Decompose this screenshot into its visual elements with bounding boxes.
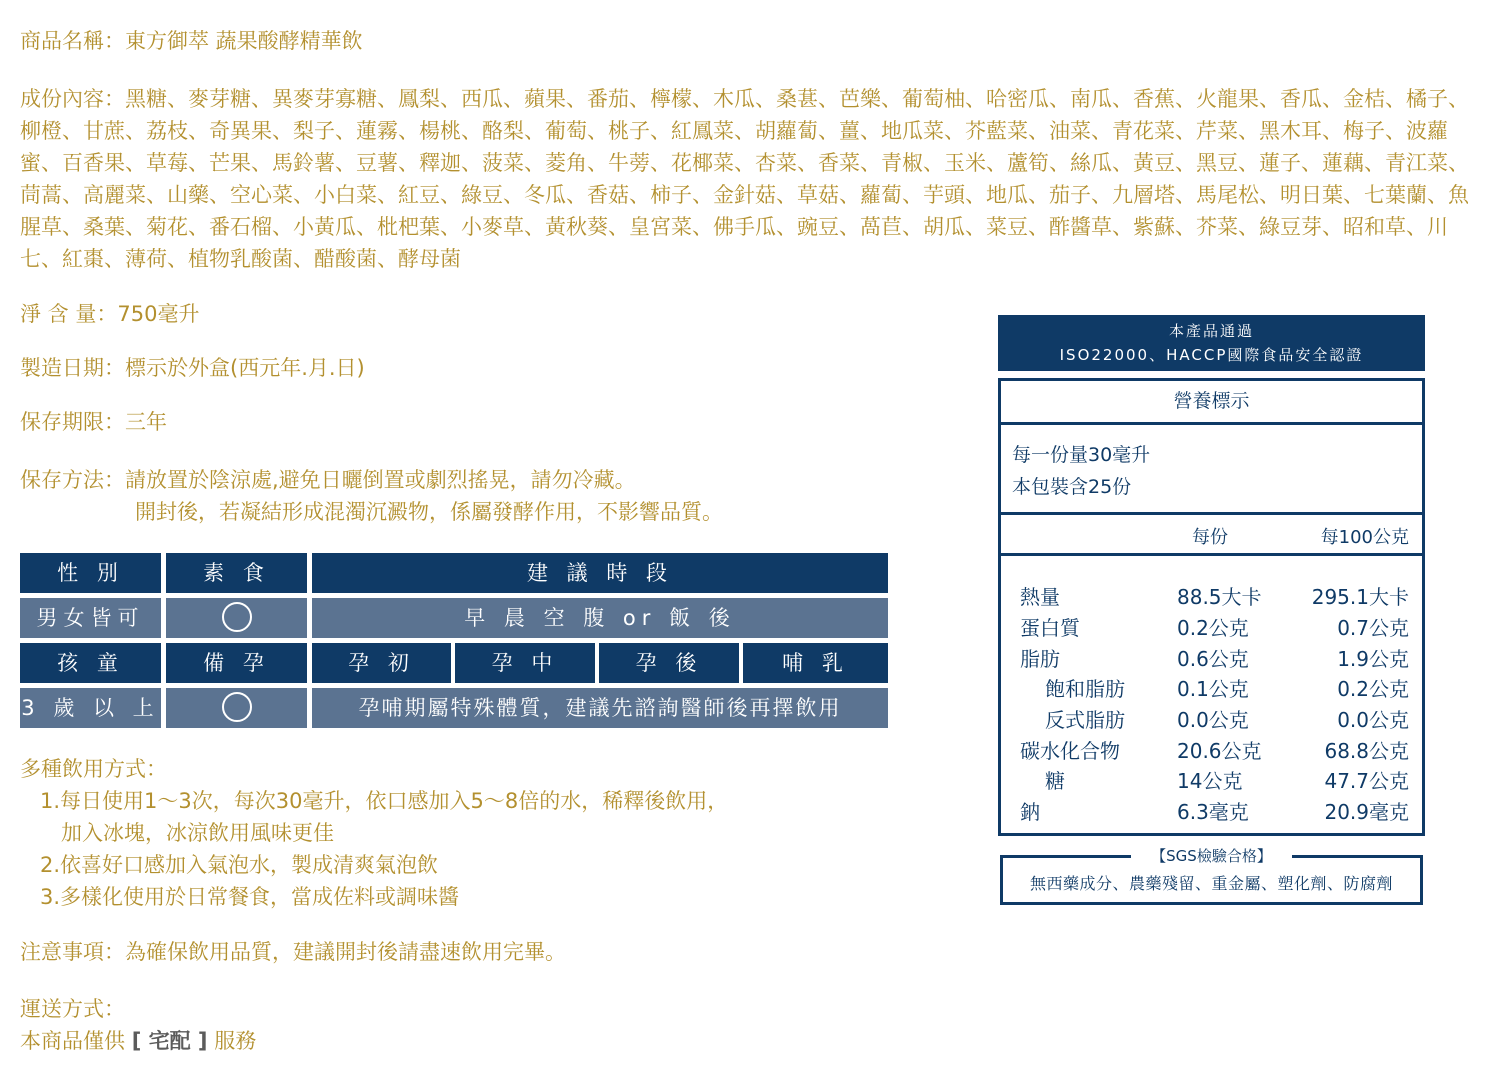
shelf-life <box>20 406 167 438</box>
manufacture-date <box>20 352 365 384</box>
storage-method <box>20 464 723 528</box>
pre-pregnancy-header: 備 孕 <box>166 643 307 683</box>
nursing-header: 哺 乳 <box>743 643 888 683</box>
pregnancy-note: 孕哺期屬特殊體質，建議先諮詢醫師後再擇飲用 <box>312 688 888 728</box>
sgs-text: 無西藥成分、農藥殘留、重金屬、塑化劑、防腐劑 <box>1029 874 1393 893</box>
nutrient-name: 糖 <box>1045 769 1065 793</box>
nutrient-name: 碳水化合物 <box>1020 739 1120 763</box>
circle-mark-icon <box>222 692 252 722</box>
shipping-method: [ 宅配 ] <box>131 1029 208 1053</box>
serving-size: 每一份量30毫升 <box>1012 444 1151 466</box>
storage-line-2: 開封後，若凝結形成混濁沉澱物，係屬發酵作用，不影響品質。 <box>135 500 723 524</box>
nutrition-title: 營養標示 <box>1001 381 1422 425</box>
nutrient-per-serving: 0.6公克 <box>1177 647 1249 671</box>
ingredients-text: 黑糖、麥芽糖、異麥芽寡糖、鳳梨、西瓜、蘋果、番茄、檸檬、木瓜、桑葚、芭樂、葡萄柚、哈密瓜、南瓜、香蕉、火龍果、香瓜、金桔、橘子、柳橙、甘蔗、荔枝、奇異果、梨子、蓮霧、楊桃、酪梨、葡萄、桃子、紅鳳菜、胡蘿蔔、薑、地瓜菜、芥藍菜、油菜、青花菜、芹菜、黑木耳、梅子、波蘿蜜、百香果、草莓、芒果、馬鈴薯、豆薯、釋迦、菠菜、菱角、牛蒡、花椰菜、杏菜、香菜、青椒、玉米、蘆筍、絲瓜、黃豆、黑豆、蓮子、蓮藕、青江菜、茼蒿、高麗菜、山藥、空心菜、小白菜、紅豆、綠豆、冬瓜、香菇、柿子、金針菇、草菇、蘿蔔、芋頭、地瓜、茄子、九層塔、馬尾松、明日葉、七葉蘭、魚腥草、桑葉、菊花、番石榴、小黃瓜、枇杷葉、小麥草、黃秋葵、皇宮菜、佛手瓜、豌豆、萵苣、胡瓜、菜豆、酢醬草、紫蘇、芥菜、綠豆芽、昭和草、川七、紅棗、薄荷、植物乳酸菌、醋酸菌、酵母菌 <box>20 87 1469 271</box>
nutrition-row <box>1001 644 1422 675</box>
shipping <box>20 993 256 1057</box>
usage-item-3: 3.多樣化使用於日常餐食，當成佐料或調味醬 <box>40 885 460 909</box>
usage-item-1-cont: 加入冰塊，冰涼飲用風味更佳 <box>61 821 334 845</box>
audience-value-row <box>20 598 888 638</box>
ingredients-label: 成份內容： <box>20 87 125 111</box>
early-pregnancy-header: 孕 初 <box>312 643 451 683</box>
notice-value: 為確保飲用品質，建議開封後請盡速飲用完畢。 <box>125 940 566 964</box>
serving-info <box>1001 425 1422 515</box>
mid-pregnancy-header: 孕 中 <box>455 643 595 683</box>
usage-item-2: 2.依喜好口感加入氣泡水，製成清爽氣泡飲 <box>40 853 439 877</box>
usage-item-1: 1.每日使用1～3次，每次30毫升，依口感加入5～8倍的水，稀釋後飲用， <box>40 789 729 813</box>
nutrient-per-100g: 20.9毫克 <box>1324 800 1409 824</box>
per-100g-header: 每100公克 <box>1320 527 1409 548</box>
nutrient-name: 飽和脂肪 <box>1045 677 1125 701</box>
nutrition-row <box>1001 797 1422 828</box>
vegetarian-cell <box>166 598 307 638</box>
shipping-post: 服務 <box>207 1029 257 1053</box>
shipping-label: 運送方式： <box>20 997 125 1021</box>
nutrient-name: 脂肪 <box>1020 647 1060 671</box>
nutrient-per-100g: 0.7公克 <box>1337 616 1409 640</box>
sgs-label: 【SGS檢驗合格】 <box>1151 847 1272 865</box>
net-volume-value: 750毫升 <box>117 302 200 326</box>
nutrient-name: 蛋白質 <box>1020 616 1080 640</box>
nutrient-per-serving: 20.6公克 <box>1177 739 1262 763</box>
late-pregnancy-header: 孕 後 <box>599 643 739 683</box>
nutrition-row <box>1001 674 1422 705</box>
manufacture-date-value: 標示於外盒(西元年.月.日) <box>125 356 365 380</box>
child-header: 孩 童 <box>20 643 161 683</box>
notice <box>20 936 566 968</box>
shelf-life-label: 保存期限： <box>20 410 125 434</box>
ingredients <box>20 83 1475 275</box>
shelf-life-value: 三年 <box>125 410 167 434</box>
nutrient-per-serving: 14公克 <box>1177 769 1243 793</box>
nutrient-per-100g: 0.2公克 <box>1337 677 1409 701</box>
product-name-value: 東方御萃 蔬果酸酵精華飲 <box>125 29 363 53</box>
product-name-label: 商品名稱： <box>20 29 125 53</box>
net-volume-label: 淨 含 量： <box>20 302 118 326</box>
usage-title: 多種飲用方式： <box>20 757 167 781</box>
vegetarian-header: 素 食 <box>166 553 307 593</box>
nutrient-name: 鈉 <box>1020 800 1040 824</box>
audience-table <box>20 553 888 733</box>
nutrition-row <box>1001 582 1422 613</box>
suggested-time-value: 早 晨 空 腹 or 飯 後 <box>312 598 888 638</box>
pregnancy-value-row <box>20 688 888 728</box>
suggested-time-header: 建 議 時 段 <box>312 553 888 593</box>
nutrient-per-100g: 47.7公克 <box>1324 769 1409 793</box>
product-name <box>20 25 363 57</box>
usage-methods <box>20 753 728 913</box>
audience-header-row <box>20 553 888 593</box>
nutrition-row <box>1001 613 1422 644</box>
certification-line-1: 本產品通過 <box>1168 322 1254 340</box>
net-volume <box>20 298 199 330</box>
gender-header: 性 別 <box>20 553 161 593</box>
storage-label: 保存方法： <box>20 468 125 492</box>
manufacture-date-label: 製造日期： <box>20 356 125 380</box>
nutrition-column-header <box>1001 515 1422 556</box>
nutrition-facts <box>998 378 1425 836</box>
nutrient-name: 反式脂肪 <box>1045 708 1125 732</box>
certification-banner <box>998 315 1425 371</box>
shipping-pre: 本商品僅供 <box>20 1029 132 1053</box>
nutrient-per-100g: 68.8公克 <box>1324 739 1409 763</box>
gender-value: 男女皆可 <box>20 598 161 638</box>
pre-pregnancy-cell <box>166 688 307 728</box>
nutrition-row <box>1001 766 1422 797</box>
nutrient-per-100g: 0.0公克 <box>1337 708 1409 732</box>
sgs-certification <box>1000 847 1423 905</box>
nutrient-per-serving: 0.2公克 <box>1177 616 1249 640</box>
per-serving-header: 每份 <box>1192 527 1228 548</box>
nutrition-row <box>1001 736 1422 767</box>
nutrient-per-serving: 88.5大卡 <box>1177 585 1262 609</box>
child-value: 3 歲 以 上 <box>20 688 161 728</box>
pregnancy-header-row <box>20 643 888 683</box>
nutrient-per-serving: 0.1公克 <box>1177 677 1249 701</box>
nutrient-per-100g: 295.1大卡 <box>1311 585 1409 609</box>
notice-label: 注意事項： <box>20 940 125 964</box>
nutrient-per-100g: 1.9公克 <box>1337 647 1409 671</box>
servings-per-pack: 本包裝含25份 <box>1012 476 1132 498</box>
certification-line-2: ISO22000、HACCP國際食品安全認證 <box>1059 346 1364 364</box>
nutrition-row <box>1001 705 1422 736</box>
nutrient-per-serving: 0.0公克 <box>1177 708 1249 732</box>
storage-line-1: 請放置於陰涼處,避免日曬倒置或劇烈搖晃，請勿冷藏。 <box>125 468 636 492</box>
nutrient-per-serving: 6.3毫克 <box>1177 800 1249 824</box>
nutrient-name: 熱量 <box>1020 585 1060 609</box>
circle-mark-icon <box>222 602 252 632</box>
